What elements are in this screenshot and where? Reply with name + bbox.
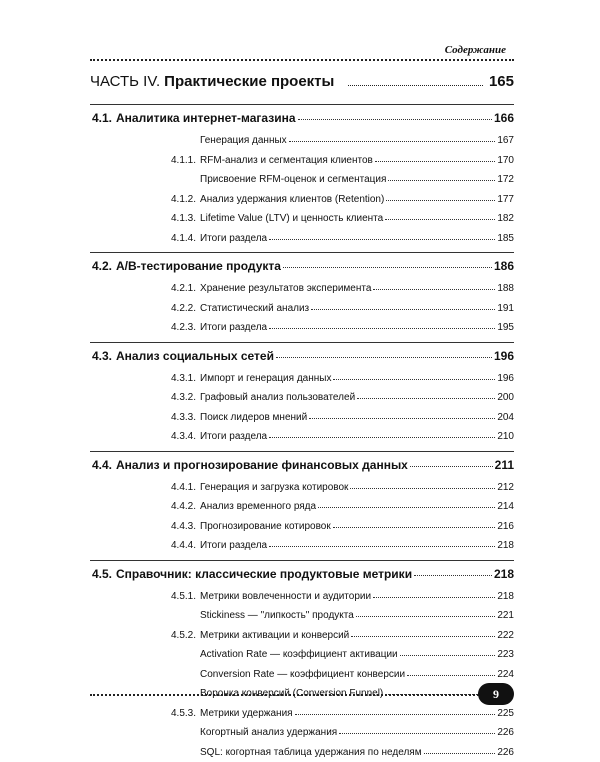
section-title-text: Справочник: классические продуктовые метрики bbox=[116, 567, 412, 581]
section-title bbox=[92, 458, 408, 472]
entry-title-text: Итоги раздела bbox=[200, 322, 267, 333]
entry-page: 196 bbox=[497, 373, 514, 384]
entry-title-text: Графовый анализ пользователей bbox=[200, 392, 355, 403]
entry-number: 4.1.2. bbox=[171, 194, 196, 205]
entry-number: 4.4.3. bbox=[171, 521, 196, 532]
entry-page: 195 bbox=[497, 322, 514, 333]
entry-page: 204 bbox=[497, 412, 514, 423]
entry-title-text: Итоги раздела bbox=[200, 431, 267, 442]
entry-page: 188 bbox=[497, 283, 514, 294]
entry-page: 177 bbox=[497, 194, 514, 205]
toc-entry[interactable] bbox=[90, 645, 514, 665]
toc-entry[interactable] bbox=[90, 229, 514, 249]
entry-page: 182 bbox=[497, 213, 514, 224]
page-number-badge: 9 bbox=[478, 683, 514, 705]
section-page: 218 bbox=[494, 567, 514, 581]
toc-entry[interactable] bbox=[90, 536, 514, 556]
entry-title bbox=[171, 303, 309, 314]
toc-entry[interactable] bbox=[90, 151, 514, 171]
entry-number: 4.5.1. bbox=[171, 591, 196, 602]
dot-leader bbox=[373, 289, 495, 290]
dot-leader bbox=[388, 180, 495, 181]
entry-number: 4.3.2. bbox=[171, 392, 196, 403]
dot-leader bbox=[351, 636, 495, 637]
dot-leader bbox=[276, 357, 492, 358]
entry-title-text: Метрики вовлеченности и аудитории bbox=[200, 591, 371, 602]
toc-entry[interactable] bbox=[90, 743, 514, 762]
toc-entry[interactable] bbox=[90, 388, 514, 408]
entry-title-text: Присвоение RFM-оценок и сегментация bbox=[200, 174, 386, 185]
entry-title bbox=[171, 322, 267, 333]
entry-number: 4.4.1. bbox=[171, 482, 196, 493]
dot-leader bbox=[333, 379, 495, 380]
entry-title bbox=[171, 540, 267, 551]
dot-leader bbox=[407, 675, 495, 676]
entry-page: 191 bbox=[497, 303, 514, 314]
dot-leader bbox=[414, 575, 492, 576]
entry-page: 214 bbox=[497, 501, 514, 512]
toc-entry[interactable] bbox=[90, 587, 514, 607]
entry-title bbox=[200, 727, 337, 738]
toc-section[interactable] bbox=[90, 253, 514, 279]
dot-leader bbox=[385, 219, 495, 220]
entry-page: 218 bbox=[497, 540, 514, 551]
entry-title-text: Прогнозирование котировок bbox=[200, 521, 331, 532]
toc-entry[interactable] bbox=[90, 369, 514, 389]
dot-leader bbox=[269, 328, 495, 329]
entry-title-text: Анализ удержания клиентов (Retention) bbox=[200, 194, 384, 205]
entry-number: 4.5.2. bbox=[171, 630, 196, 641]
entry-number: 4.2.3. bbox=[171, 322, 196, 333]
part-title: Практические проекты bbox=[164, 73, 334, 90]
section-number: 4.4. bbox=[92, 458, 112, 472]
entry-title bbox=[171, 283, 371, 294]
entry-title bbox=[171, 482, 348, 493]
toc-entry[interactable] bbox=[90, 131, 514, 151]
entry-page: 225 bbox=[497, 708, 514, 719]
entry-number: 4.4.4. bbox=[171, 540, 196, 551]
entry-page: 172 bbox=[497, 174, 514, 185]
entry-page: 222 bbox=[497, 630, 514, 641]
dot-leader bbox=[298, 119, 492, 120]
entry-number: 4.3.3. bbox=[171, 412, 196, 423]
entry-title bbox=[171, 708, 293, 719]
section-page: 196 bbox=[494, 349, 514, 363]
section-title-text: A/B-тестирование продукта bbox=[116, 259, 281, 273]
entry-number: 4.3.4. bbox=[171, 431, 196, 442]
entry-page: 216 bbox=[497, 521, 514, 532]
entry-title bbox=[171, 194, 384, 205]
section-number: 4.1. bbox=[92, 111, 112, 125]
section-number: 4.3. bbox=[92, 349, 112, 363]
entry-title-text: Воронка конверсий (Conversion Funnel) bbox=[200, 688, 383, 699]
dot-leader bbox=[357, 398, 495, 399]
section-title-text: Аналитика интернет-магазина bbox=[116, 111, 295, 125]
entry-title bbox=[171, 521, 331, 532]
entry-page: 226 bbox=[497, 747, 514, 758]
toc-entry[interactable] bbox=[90, 497, 514, 517]
entry-title-text: Анализ временного ряда bbox=[200, 501, 316, 512]
dot-leader bbox=[269, 546, 495, 547]
dot-leader bbox=[269, 437, 495, 438]
entry-title bbox=[200, 174, 386, 185]
entry-page: 226 bbox=[497, 727, 514, 738]
section-title-text: Анализ социальных сетей bbox=[116, 349, 274, 363]
section-number: 4.5. bbox=[92, 567, 112, 581]
entry-title bbox=[171, 431, 267, 442]
toc-entry[interactable] bbox=[90, 723, 514, 743]
entry-title bbox=[171, 630, 349, 641]
entry-title-text: Импорт и генерация данных bbox=[200, 373, 331, 384]
header-dotted-rule bbox=[90, 59, 514, 61]
toc-entry[interactable] bbox=[90, 517, 514, 537]
toc-section[interactable] bbox=[90, 561, 514, 587]
entry-page: 223 bbox=[497, 649, 514, 660]
toc-section[interactable] bbox=[90, 452, 514, 478]
entry-title bbox=[171, 233, 267, 244]
section-number: 4.2. bbox=[92, 259, 112, 273]
dot-leader bbox=[269, 239, 495, 240]
dot-leader bbox=[309, 418, 495, 419]
dot-leader bbox=[311, 309, 495, 310]
entry-title bbox=[171, 155, 373, 166]
toc-section[interactable] bbox=[90, 343, 514, 369]
entry-page: 210 bbox=[497, 431, 514, 442]
toc-section[interactable] bbox=[90, 105, 514, 131]
toc-entry[interactable] bbox=[90, 209, 514, 229]
entry-title-text: Статистический анализ bbox=[200, 303, 309, 314]
entry-title bbox=[200, 669, 405, 680]
entry-title-text: Генерация и загрузка котировок bbox=[200, 482, 348, 493]
entry-page: 170 bbox=[497, 155, 514, 166]
entry-page: 218 bbox=[497, 591, 514, 602]
entry-title-text: Stickiness — "липкость" продукта bbox=[200, 610, 354, 621]
entry-title-text: Хранение результатов эксперимента bbox=[200, 283, 371, 294]
section-page: 166 bbox=[494, 111, 514, 125]
part-heading bbox=[90, 73, 514, 90]
dot-leader bbox=[318, 507, 495, 508]
entry-page: 221 bbox=[497, 610, 514, 621]
entry-title bbox=[171, 213, 383, 224]
section-page: 211 bbox=[495, 458, 514, 472]
toc-entry[interactable] bbox=[90, 170, 514, 190]
dot-leader bbox=[375, 161, 495, 162]
entry-number: 4.4.2. bbox=[171, 501, 196, 512]
entry-number: 4.3.1. bbox=[171, 373, 196, 384]
entry-title-text: Conversion Rate — коэффициент конверсии bbox=[200, 669, 405, 680]
dot-leader bbox=[356, 616, 496, 617]
entry-number: 4.1.1. bbox=[171, 155, 196, 166]
entry-title-text: Метрики активации и конверсий bbox=[200, 630, 349, 641]
dot-leader bbox=[289, 141, 496, 142]
entry-title bbox=[200, 649, 398, 660]
entry-number: 4.2.1. bbox=[171, 283, 196, 294]
entry-page: 224 bbox=[497, 669, 514, 680]
entry-title-text: Когортный анализ удержания bbox=[200, 727, 337, 738]
toc-entry[interactable] bbox=[90, 427, 514, 447]
entry-page: 167 bbox=[497, 135, 514, 146]
dot-leader bbox=[350, 488, 495, 489]
entry-title bbox=[171, 412, 307, 423]
entry-title-text: Итоги раздела bbox=[200, 233, 267, 244]
section-page: 186 bbox=[494, 259, 514, 273]
section-title bbox=[92, 567, 412, 581]
entry-title bbox=[200, 135, 287, 146]
entry-title-text: SQL: когортная таблица удержания по неделям bbox=[200, 747, 422, 758]
entry-number: 4.1.3. bbox=[171, 213, 196, 224]
entry-number: 4.2.2. bbox=[171, 303, 196, 314]
entry-title-text: Lifetime Value (LTV) и ценность клиента bbox=[200, 213, 383, 224]
entry-title-text: Метрики удержания bbox=[200, 708, 293, 719]
entry-number: 4.5.3. bbox=[171, 708, 196, 719]
toc-entry[interactable] bbox=[90, 279, 514, 299]
dot-leader bbox=[333, 527, 496, 528]
entry-page: 200 bbox=[497, 392, 514, 403]
entry-title bbox=[171, 392, 355, 403]
toc-entry[interactable] bbox=[90, 478, 514, 498]
toc-entry[interactable] bbox=[90, 318, 514, 338]
toc-entry[interactable] bbox=[90, 704, 514, 724]
entry-number: 4.1.4. bbox=[171, 233, 196, 244]
dot-leader bbox=[410, 466, 493, 467]
part-page: 165 bbox=[489, 73, 514, 90]
dot-leader bbox=[386, 200, 495, 201]
toc-entry[interactable] bbox=[90, 665, 514, 685]
part-prefix: ЧАСТЬ IV. bbox=[90, 73, 160, 90]
entry-title-text: Генерация данных bbox=[200, 135, 287, 146]
entry-title-text: Поиск лидеров мнений bbox=[200, 412, 307, 423]
dot-leader bbox=[295, 714, 496, 715]
entry-title bbox=[200, 747, 422, 758]
entry-title bbox=[171, 373, 331, 384]
entry-title-text: Activation Rate — коэффициент активации bbox=[200, 649, 398, 660]
dot-leader bbox=[373, 597, 495, 598]
entry-page: 212 bbox=[497, 482, 514, 493]
entry-title bbox=[171, 501, 316, 512]
dot-leader bbox=[400, 655, 496, 656]
entry-title-text: Итоги раздела bbox=[200, 540, 267, 551]
toc-entry[interactable] bbox=[90, 606, 514, 626]
section-title bbox=[92, 111, 296, 125]
toc-entry[interactable] bbox=[90, 408, 514, 428]
table-of-contents bbox=[90, 100, 514, 762]
footer-dotted-rule bbox=[90, 694, 486, 696]
dot-leader bbox=[424, 753, 496, 754]
entry-page: 185 bbox=[497, 233, 514, 244]
entry-title-text: RFM-анализ и сегментация клиентов bbox=[200, 155, 373, 166]
section-title bbox=[92, 349, 274, 363]
toc-entry[interactable] bbox=[90, 190, 514, 210]
toc-entry[interactable] bbox=[90, 299, 514, 319]
section-title bbox=[92, 259, 281, 273]
dot-leader bbox=[348, 85, 483, 86]
dot-leader bbox=[283, 267, 492, 268]
running-head: Содержание bbox=[445, 44, 506, 56]
dot-leader bbox=[339, 733, 495, 734]
entry-title bbox=[171, 591, 371, 602]
entry-title bbox=[200, 610, 354, 621]
toc-entry[interactable] bbox=[90, 626, 514, 646]
section-title-text: Анализ и прогнозирование финансовых данных bbox=[116, 458, 408, 472]
